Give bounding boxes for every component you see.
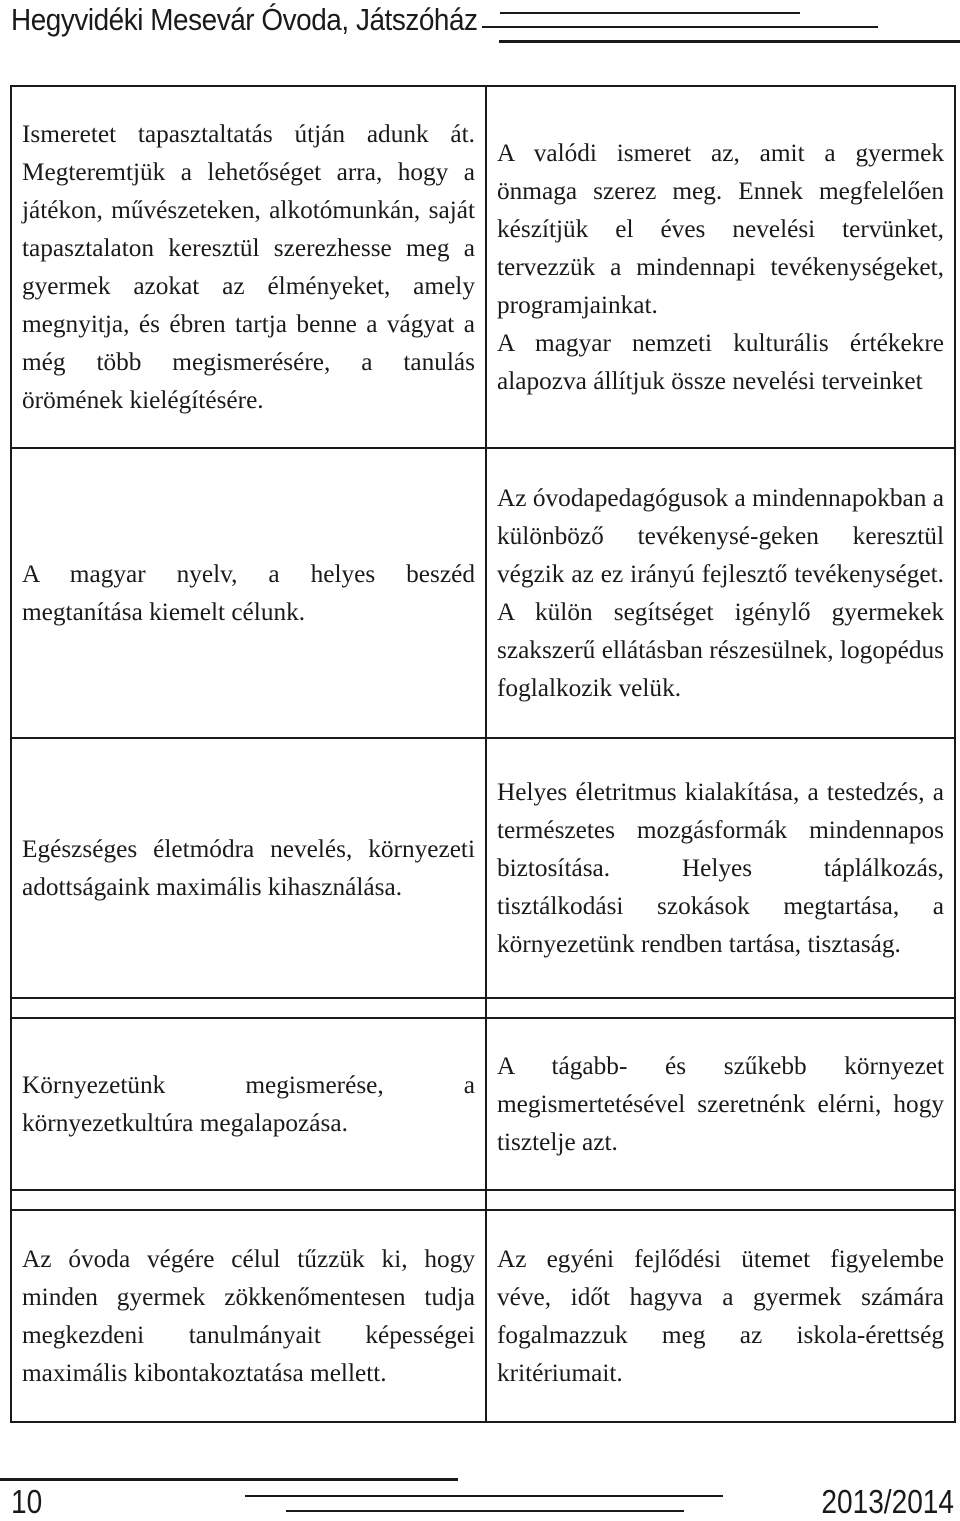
table-gap (11, 998, 955, 1018)
table-cell-left (11, 448, 486, 738)
cell-text: Helyes életritmus kialakítása, a testedzés, a természetes mozgásformák mindennapos biztosítása. Helyes táplálkozás, tisztálkodási szokások megtartása, a környezetünk rendben tartása, tisztaság. (497, 778, 944, 958)
cell-text: Az óvoda végére célul tűzzük ki, hogy minden gyermek zökkenőmentesen tudja megkezdeni tanulmányait képességei maximális kibontakoztatása mellett. (22, 1245, 475, 1387)
header-rule-top (500, 12, 800, 14)
header-rule-main (482, 26, 878, 28)
cell-text: Az óvodapedagógusok a mindennapokban a különböző tevékenysé-geken keresztül végzik az ez irányú fejlesztő tevékenységet. A külön segítséget igénylő gyermekek szakszerű ellátásban részesülnek, logopédus foglalkozik velük. (497, 484, 944, 702)
footer-rule-main (245, 1495, 723, 1497)
table-cell-right (486, 448, 955, 738)
footer-rule-long (0, 1478, 458, 1481)
table-cell-right (486, 86, 955, 448)
cell-text: A valódi ismeret az, amit a gyermek önmaga szerez meg. Ennek megfelelően készítjük el éves nevelési tervünket, tervezzük a mindennapi tevékenységeket, programjainkat. A magyar nemzeti kulturális értékekre alapozva állítjuk össze nevelési terveinket (497, 139, 944, 395)
header-rule-long (499, 40, 960, 43)
footer-rule-bottom (286, 1510, 684, 1512)
content-table (10, 85, 956, 1423)
table-cell-right (486, 1018, 955, 1190)
page-number: 10 (11, 1483, 43, 1520)
header-title: Hegyvidéki Mesevár Óvoda, Játszóház (11, 2, 478, 37)
table-row (11, 448, 955, 738)
cell-text: A tágabb- és szűkebb környezet megismertetésével szeretnénk elérni, hogy tisztelje azt. (497, 1052, 944, 1156)
table-gap (11, 1190, 955, 1210)
cell-text: Az egyéni fejlődési ütemet figyelembe véve, időt hagyva a gyermek számára fogalmazzuk meg az iskola-érettség kritériumait. (497, 1245, 944, 1387)
cell-text: A magyar nyelv, a helyes beszéd megtanítása kiemelt célunk. (22, 560, 475, 626)
table-cell-left (11, 1018, 486, 1190)
table-row (11, 1210, 955, 1422)
table-row (11, 86, 955, 448)
school-year: 2013/2014 (821, 1483, 954, 1520)
table-row (11, 738, 955, 998)
table-cell-right (486, 738, 955, 998)
cell-text: Ismeretet tapasztaltatás útján adunk át. Megteremtjük a lehetőséget arra, hogy a játékon, művészeteken, alkotómunkán, saját tapasztalaton keresztül szerezhesse meg a gyermek azokat az élményeket, amely megnyitja, és ébren tartja benne a vágyat a még több megismerésére, a tanulás örömének kielégítésére. (22, 120, 475, 414)
table-cell-right (486, 1210, 955, 1422)
cell-text: Környezetünk megismerése, a környezetkultúra megalapozása. (22, 1071, 475, 1137)
table-cell-left (11, 738, 486, 998)
table-cell-left (11, 86, 486, 448)
table-row (11, 1018, 955, 1190)
table-cell-left (11, 1210, 486, 1422)
cell-text: Egészséges életmódra nevelés, környezeti adottságaink maximális kihasználása. (22, 835, 475, 901)
